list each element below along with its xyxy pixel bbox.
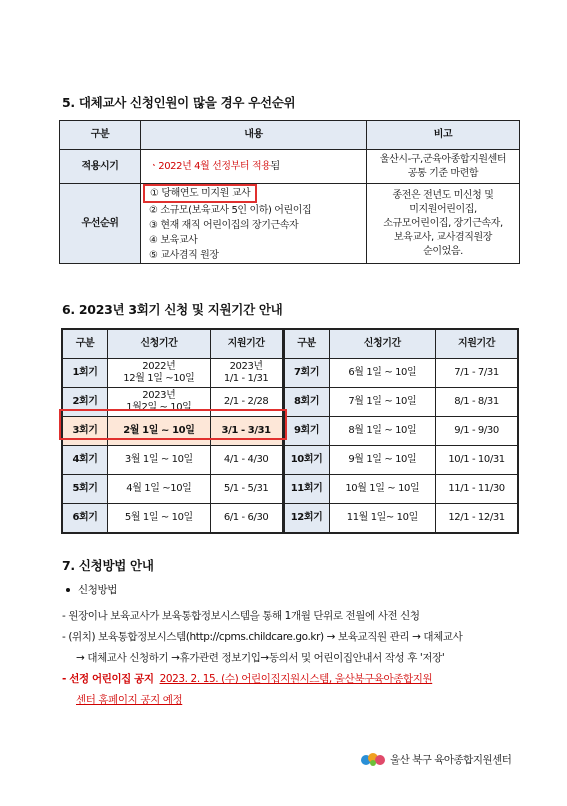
table-row: [62, 359, 518, 388]
support-period: 9/1 - 9/30: [436, 417, 518, 446]
apply-period: 3월 1일 ~ 10일: [108, 446, 211, 475]
support-period: 5/1 - 5/31: [210, 475, 283, 504]
apply-period: 8월 1일 ~ 10일: [329, 417, 436, 446]
apply-label: 적용시기: [60, 150, 141, 184]
round-label: 6회기: [62, 504, 108, 534]
section5-title: 5. 대체교사 신청인원이 많을 경우 우선순위: [62, 95, 296, 110]
round-label: 1회기: [62, 359, 108, 388]
round-label: 9회기: [283, 417, 329, 446]
header-round: 구분: [283, 329, 329, 359]
header-category: 구분: [60, 121, 141, 150]
priority-table: [59, 120, 520, 264]
org-logo-icon: [360, 750, 386, 768]
notice-red-text: 2023. 2. 15. (수) 어린이집지원시스템, 울산북구육아종합지원: [159, 673, 433, 685]
round-label: 5회기: [62, 475, 108, 504]
bullet-item: [66, 582, 117, 597]
table-row: [62, 475, 518, 504]
apply-content: [141, 150, 367, 184]
notice-red-text-2: 센터 홈페이지 공지 예정: [76, 694, 183, 706]
table-row: [62, 504, 518, 534]
priority-item-4: ④ 보육교사: [149, 235, 198, 246]
apply-period-line: 2022년: [142, 361, 176, 372]
header-note: 비고: [367, 121, 520, 150]
support-period: 7/1 - 7/31: [436, 359, 518, 388]
apply-period: [108, 359, 211, 388]
method-line-5: [76, 692, 182, 707]
support-period-line: 2023년: [229, 361, 263, 372]
round-label: 4회기: [62, 446, 108, 475]
apply-period: 11월 1일~ 10일: [329, 504, 436, 534]
header-apply-period: 신청기간: [329, 329, 436, 359]
header-content: 내용: [141, 121, 367, 150]
round-label: 11회기: [283, 475, 329, 504]
apply-period-line: 1월2일 ~ 10일: [126, 402, 192, 413]
apply-period-line: 2023년: [142, 390, 176, 401]
apply-period: 6월 1일 ~ 10일: [329, 359, 436, 388]
priority-list: [141, 184, 367, 264]
round-label: 7회기: [283, 359, 329, 388]
priority-note: [367, 184, 520, 264]
apply-period: 5월 1일 ~ 10일: [108, 504, 211, 534]
header-round: 구분: [62, 329, 108, 359]
support-period: 4/1 - 4/30: [210, 446, 283, 475]
round-label: 3회기: [62, 417, 108, 446]
priority-item-5: ⑤ 교사겸직 원장: [149, 250, 219, 261]
apply-period: 2월 1일 ~ 10일: [108, 417, 211, 446]
method-line-3: → 대체교사 신청하기 →휴가관련 정보기입→동의서 및 어린이집안내서 작성 후 '저장': [76, 652, 445, 664]
support-period: 12/1 - 12/31: [436, 504, 518, 534]
table-row-highlighted: [62, 417, 518, 446]
apply-content-rest: 됨: [270, 160, 280, 172]
priority-item-1: ① 당해연도 미지원 교사: [143, 184, 257, 203]
priority-note-line: 종전은 전년도 미신청 및: [392, 189, 494, 201]
apply-period: 7월 1일 ~ 10일: [329, 388, 436, 417]
apply-note-line: 울산시-구,군육아종합지원센터: [379, 153, 507, 165]
support-period: 8/1 - 8/31: [436, 388, 518, 417]
apply-note: [367, 150, 520, 184]
support-period: 11/1 - 11/30: [436, 475, 518, 504]
priority-note-line: 미지원어린이집,: [409, 203, 477, 215]
table-row: [62, 388, 518, 417]
header-support-period: 지원기간: [436, 329, 518, 359]
org-name: 울산 북구 육아종합지원센터: [390, 753, 512, 766]
apply-content-red: ㆍ2022년 4월 선정부터 적용: [149, 160, 271, 172]
footer: [360, 750, 511, 768]
header-support-period: 지원기간: [210, 329, 283, 359]
method-line-2: - (위치) 보육통합정보시스템(http://cpms.childcare.go.kr) → 보육교직원 관리 → 대체교사: [62, 631, 463, 643]
schedule-table: [61, 328, 519, 534]
section7-title: 7. 신청방법 안내: [62, 558, 154, 573]
apply-period: [108, 388, 211, 417]
method-line-1: - 원장이나 보육교사가 보육통합정보시스템을 통해 1개월 단위로 전월에 사전 신청: [62, 610, 420, 622]
priority-label: 우선순위: [60, 184, 141, 264]
apply-period: 10월 1일 ~ 10일: [329, 475, 436, 504]
support-period: 6/1 - 6/30: [210, 504, 283, 534]
method-line-4: [62, 671, 432, 686]
notice-prefix: - 선정 어린이집 공지: [62, 673, 154, 685]
header-apply-period: 신청기간: [108, 329, 211, 359]
support-period: [210, 359, 283, 388]
priority-note-line: 소규모어린이집, 장기근속자,: [383, 217, 503, 229]
priority-note-line: 보육교사, 교사겸직원장: [393, 231, 493, 243]
priority-note-line: 순이었음.: [423, 245, 463, 257]
support-period-line: 1/1 - 1/31: [223, 373, 269, 384]
round-label: 10회기: [283, 446, 329, 475]
bullet-dot: [66, 588, 70, 592]
support-period: 3/1 - 3/31: [210, 417, 283, 446]
apply-period: 9월 1일 ~ 10일: [329, 446, 436, 475]
priority-item-3: ③ 현재 재직 어린이집의 장기근속자: [149, 220, 299, 231]
apply-period: 4월 1일 ~10일: [108, 475, 211, 504]
bullet-label: 신청방법: [78, 584, 117, 596]
table-row: [62, 446, 518, 475]
apply-period-line: 12월 1일 ~10일: [123, 373, 195, 384]
round-label: 2회기: [62, 388, 108, 417]
round-label: 12회기: [283, 504, 329, 534]
section6-title: 6. 2023년 3회기 신청 및 지원기간 안내: [62, 302, 283, 317]
support-period: 10/1 - 10/31: [436, 446, 518, 475]
apply-note-line: 공통 기준 마련함: [407, 167, 479, 179]
support-period: 2/1 - 2/28: [210, 388, 283, 417]
round-label: 8회기: [283, 388, 329, 417]
priority-item-2: ② 소규모(보육교사 5인 이하) 어린이집: [149, 205, 312, 216]
